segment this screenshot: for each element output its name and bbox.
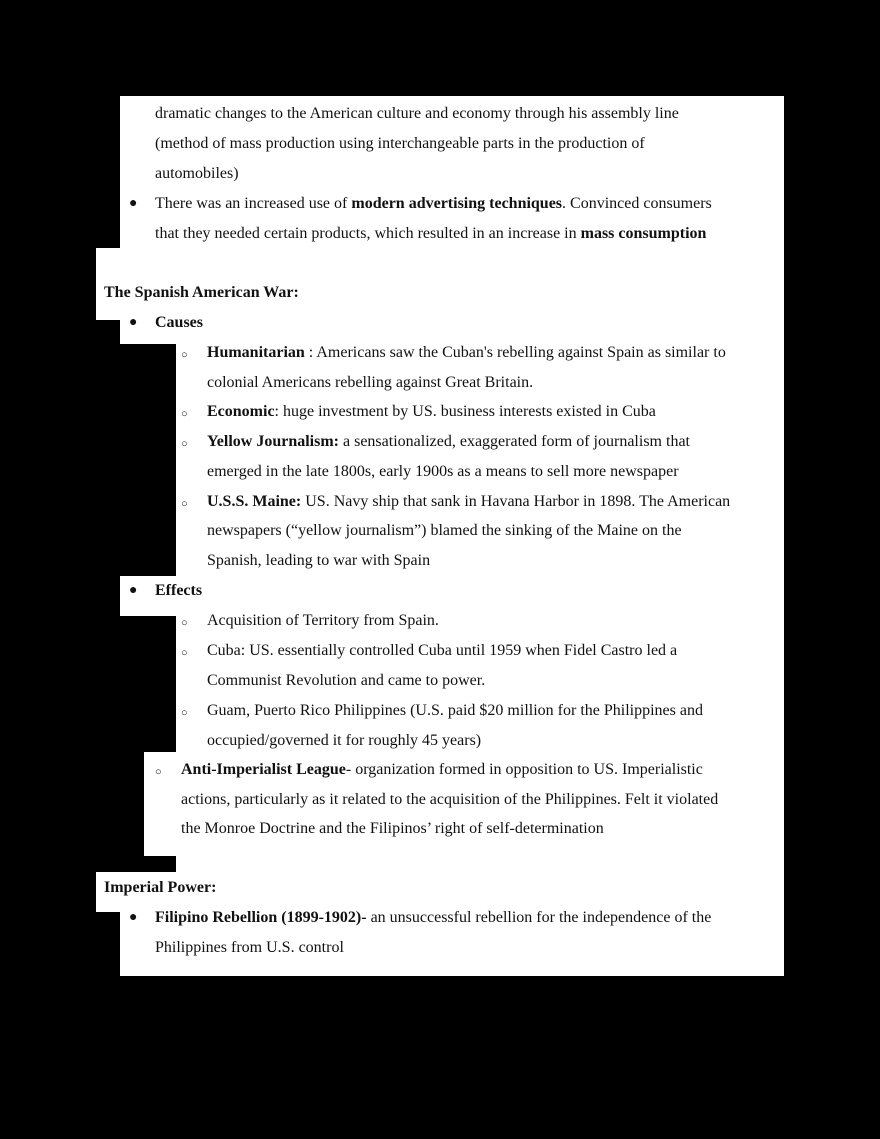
anti-imperialist-league-cont-1: actions, particularly as it related to the acquisition of the Philippines. Felt it violated bbox=[181, 791, 719, 808]
cause-uss-maine: U.S.S. Maine: US. Navy ship that sank in Havana Harbor in 1898. The American bbox=[207, 493, 731, 510]
hollow-bullet-icon: ○ bbox=[181, 498, 188, 510]
section-heading-imperial-power: Imperial Power: bbox=[104, 879, 217, 896]
section-heading-spanish-american-war: The Spanish American War: bbox=[104, 284, 299, 301]
advertising-line-2: that they needed certain products, which resulted in an increase in mass consumption bbox=[155, 225, 707, 242]
hollow-bullet-icon: ○ bbox=[181, 438, 188, 450]
hollow-bullet-icon: ○ bbox=[181, 707, 188, 719]
cause-uss-maine-cont-1: newspapers (“yellow journalism”) blamed the sinking of the Maine on the bbox=[207, 522, 682, 539]
intro-line-1: dramatic changes to the American culture and economy through his assembly line bbox=[155, 105, 679, 122]
hollow-bullet-icon: ○ bbox=[181, 408, 188, 420]
effect-cuba-cont: Communist Revolution and came to power. bbox=[207, 672, 486, 689]
advertising-line-1: There was an increased use of modern advertising techniques. Convinced consumers bbox=[155, 195, 712, 212]
cause-humanitarian-cont: colonial Americans rebelling against Great Britain. bbox=[207, 374, 534, 391]
bullet-icon: ● bbox=[129, 583, 138, 598]
anti-imperialist-league: Anti-Imperialist League- organization formed in opposition to US. Imperialistic bbox=[181, 761, 703, 778]
hollow-bullet-icon: ○ bbox=[155, 766, 162, 778]
intro-line-3: automobiles) bbox=[155, 165, 239, 182]
cause-economic: Economic: huge investment by US. business interests existed in Cuba bbox=[207, 403, 656, 420]
effect-guam-pr-philippines: Guam, Puerto Rico Philippines (U.S. paid $20 million for the Philippines and bbox=[207, 702, 703, 719]
hollow-bullet-icon: ○ bbox=[181, 617, 188, 629]
filipino-rebellion-cont: Philippines from U.S. control bbox=[155, 939, 344, 956]
intro-line-2: (method of mass production using interchangeable parts in the production of bbox=[155, 135, 645, 152]
bullet-icon: ● bbox=[129, 910, 138, 925]
effects-label: Effects bbox=[155, 582, 203, 599]
causes-label: Causes bbox=[155, 314, 204, 331]
cause-yellow-journalism-cont: emerged in the late 1800s, early 1900s as a means to sell more newspaper bbox=[207, 463, 679, 480]
cause-humanitarian: Humanitarian : Americans saw the Cuban's rebelling against Spain as similar to bbox=[207, 344, 726, 361]
effect-guam-pr-philippines-cont: occupied/governed it for roughly 45 years) bbox=[207, 732, 482, 749]
anti-imperialist-league-cont-2: the Monroe Doctrine and the Filipinos’ right of self-determination bbox=[181, 820, 604, 837]
hollow-bullet-icon: ○ bbox=[181, 647, 188, 659]
cause-uss-maine-cont-2: Spanish, leading to war with Spain bbox=[207, 552, 431, 569]
filipino-rebellion: Filipino Rebellion (1899-1902)- an unsuccessful rebellion for the independence of the bbox=[155, 909, 712, 926]
hollow-bullet-icon: ○ bbox=[181, 349, 188, 361]
bullet-icon: ● bbox=[129, 196, 138, 211]
bullet-icon: ● bbox=[129, 315, 138, 330]
page-block-gap bbox=[176, 855, 784, 873]
cause-yellow-journalism: Yellow Journalism: a sensationalized, exaggerated form of journalism that bbox=[207, 433, 690, 450]
effect-acquisition: Acquisition of Territory from Spain. bbox=[207, 612, 439, 629]
effect-cuba: Cuba: US. essentially controlled Cuba until 1959 when Fidel Castro led a bbox=[207, 642, 678, 659]
